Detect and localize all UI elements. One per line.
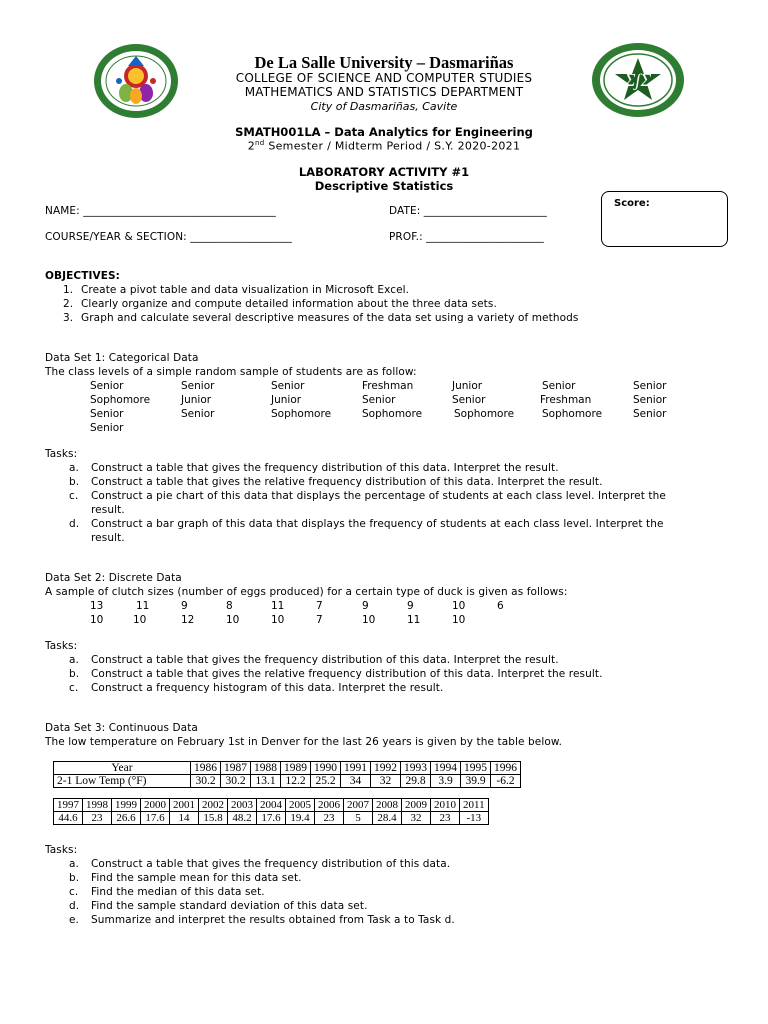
- objective-number: 1.: [63, 284, 74, 296]
- clutch-size-cell: 7: [316, 614, 323, 626]
- objective-item: [63, 312, 73, 324]
- clutch-size-cell: 11: [271, 600, 285, 612]
- task-text: Find the sample standard deviation of this data set.: [91, 900, 368, 912]
- table-cell: 17.6: [141, 812, 170, 825]
- table-cell: 5: [344, 812, 373, 825]
- clutch-size-cell: 11: [136, 600, 150, 612]
- temperature-table-1: [53, 761, 521, 788]
- table-cell: 19.4: [286, 812, 315, 825]
- table-cell: 14: [170, 812, 199, 825]
- term-number: 2: [247, 139, 256, 153]
- term-rest: Semester / Midterm Period / S.Y. 2020-2021: [264, 139, 521, 153]
- task-letter: c.: [69, 490, 79, 502]
- class-level-cell: Senior: [542, 380, 576, 392]
- clutch-size-cell: 10: [362, 614, 376, 626]
- clutch-size-cell: 9: [181, 600, 188, 612]
- table-cell: 2000: [141, 799, 170, 812]
- class-level-cell: Sophomore: [542, 408, 603, 420]
- task-letter: b.: [69, 872, 80, 884]
- table-cell: 39.9: [461, 775, 491, 788]
- task-text: Construct a table that gives the frequency distribution of this data. Interpret the result.: [91, 654, 559, 666]
- table-cell: 44.6: [54, 812, 83, 825]
- table-cell: 28.4: [373, 812, 402, 825]
- class-level-cell: Freshman: [540, 394, 592, 406]
- term-suffix: nd: [255, 139, 265, 147]
- clutch-size-cell: 11: [407, 614, 421, 626]
- table-cell: -6.2: [491, 775, 521, 788]
- task-letter: e.: [69, 914, 79, 926]
- class-level-cell: Senior: [452, 394, 486, 406]
- clutch-size-cell: 13: [90, 600, 104, 612]
- dataset2-tasks-heading: Tasks:: [45, 640, 78, 652]
- objective-text: Graph and calculate several descriptive measures of the data set using a variety of methods: [81, 312, 579, 324]
- table-cell: 3.9: [431, 775, 461, 788]
- table-cell: 1987: [221, 762, 251, 775]
- dataset3-intro: The low temperature on February 1st in Denver for the last 26 years is given by the table below.: [45, 736, 563, 748]
- class-level-cell: Senior: [633, 408, 667, 420]
- clutch-size-cell: 9: [362, 600, 369, 612]
- table-cell: 2011: [460, 799, 489, 812]
- task-letter: b.: [69, 476, 80, 488]
- table-cell: 1999: [112, 799, 141, 812]
- task-letter: c.: [69, 682, 79, 694]
- clutch-size-cell: 10: [90, 614, 104, 626]
- table-row: [54, 775, 521, 788]
- clutch-size-cell: 10: [133, 614, 147, 626]
- task-text-continued: result.: [91, 532, 125, 544]
- table-cell: 23: [83, 812, 112, 825]
- table-cell: 2-1 Low Temp (°F): [54, 775, 191, 788]
- task-text: Construct a bar graph of this data that displays the frequency of students at each class level. Interpret the: [91, 518, 664, 530]
- task-letter: d.: [69, 518, 80, 530]
- objective-text: Clearly organize and compute detailed information about the three data sets.: [81, 298, 497, 310]
- class-level-cell: Senior: [362, 394, 396, 406]
- course-title: SMATH001LA – Data Analytics for Engineering: [235, 125, 533, 139]
- table-cell: 1991: [341, 762, 371, 775]
- name-field[interactable]: NAME: ____________________________________: [45, 205, 276, 217]
- task-letter: a.: [69, 654, 79, 666]
- task-text: Construct a table that gives the relative frequency distribution of this data. Interpret the result.: [91, 476, 603, 488]
- objective-number: 3.: [63, 312, 74, 324]
- task-text: Summarize and interpret the results obtained from Task a to Task d.: [91, 914, 455, 926]
- class-level-cell: Junior: [271, 394, 302, 406]
- table-cell: 32: [371, 775, 401, 788]
- dataset3-heading: Data Set 3: Continuous Data: [45, 722, 198, 734]
- table-cell: 2004: [257, 799, 286, 812]
- table-cell: 1996: [491, 762, 521, 775]
- table-cell: 1988: [251, 762, 281, 775]
- table-cell: 15.8: [199, 812, 228, 825]
- task-letter: c.: [69, 886, 79, 898]
- task-letter: a.: [69, 462, 79, 474]
- class-level-cell: Senior: [633, 380, 667, 392]
- class-level-cell: Senior: [271, 380, 305, 392]
- clutch-size-cell: 10: [452, 600, 466, 612]
- table-cell: 29.8: [401, 775, 431, 788]
- clutch-size-cell: 7: [316, 600, 323, 612]
- clutch-size-cell: 9: [407, 600, 414, 612]
- dataset3-tasks-heading: Tasks:: [45, 844, 78, 856]
- class-level-cell: Sophomore: [362, 408, 423, 420]
- class-level-cell: Senior: [90, 422, 124, 434]
- class-level-cell: Junior: [181, 394, 212, 406]
- date-field[interactable]: DATE: _______________________: [389, 205, 547, 217]
- table-cell: 2008: [373, 799, 402, 812]
- table-cell: 25.2: [311, 775, 341, 788]
- objective-number: 2.: [63, 298, 74, 310]
- score-box[interactable]: [601, 191, 728, 247]
- table-cell: 1998: [83, 799, 112, 812]
- class-level-cell: Senior: [90, 380, 124, 392]
- task-text: Find the sample mean for this data set.: [91, 872, 302, 884]
- table-cell: 23: [431, 812, 460, 825]
- university-name: De La Salle University – Dasmariñas: [254, 53, 514, 72]
- dataset1-heading: Data Set 1: Categorical Data: [45, 352, 199, 364]
- task-letter: b.: [69, 668, 80, 680]
- table-row: [54, 812, 489, 825]
- table-cell: 30.2: [191, 775, 221, 788]
- table-cell: 17.6: [257, 812, 286, 825]
- course-section-field[interactable]: COURSE/YEAR & SECTION: ___________________: [45, 231, 292, 243]
- table-cell: 1989: [281, 762, 311, 775]
- clutch-size-cell: 12: [181, 614, 195, 626]
- table-cell: Year: [54, 762, 191, 775]
- class-level-cell: Senior: [181, 408, 215, 420]
- task-letter: a.: [69, 858, 79, 870]
- dataset2-heading: Data Set 2: Discrete Data: [45, 572, 182, 584]
- clutch-size-cell: 6: [497, 600, 504, 612]
- table-cell: 2003: [228, 799, 257, 812]
- term-line: [0, 139, 768, 153]
- table-cell: 13.1: [251, 775, 281, 788]
- class-level-cell: Senior: [181, 380, 215, 392]
- task-text: Construct a pie chart of this data that displays the percentage of students at each class level. Interpret the: [91, 490, 666, 502]
- table-cell: 34: [341, 775, 371, 788]
- class-level-cell: Sophomore: [454, 408, 515, 420]
- task-text: Construct a table that gives the relative frequency distribution of this data. Interpret the result.: [91, 668, 603, 680]
- task-letter: d.: [69, 900, 80, 912]
- task-text: Find the median of this data set.: [91, 886, 265, 898]
- table-row: [54, 762, 521, 775]
- table-cell: 2009: [402, 799, 431, 812]
- activity-number: LABORATORY ACTIVITY #1: [298, 165, 470, 179]
- score-label: Score:: [614, 198, 650, 209]
- task-text: Construct a table that gives the frequency distribution of this data. Interpret the result.: [91, 462, 559, 474]
- clutch-size-cell: 10: [226, 614, 240, 626]
- city-name: City of Dasmariñas, Cavite: [310, 100, 458, 113]
- objective-item: [63, 284, 73, 296]
- dataset1-grid: [0, 380, 768, 440]
- table-cell: 1986: [191, 762, 221, 775]
- table-cell: 2005: [286, 799, 315, 812]
- department-name: MATHEMATICS AND STATISTICS DEPARTMENT: [244, 85, 524, 99]
- dataset1-tasks-heading: Tasks:: [45, 448, 78, 460]
- table-cell: 2001: [170, 799, 199, 812]
- table-cell: 2010: [431, 799, 460, 812]
- task-text: Construct a frequency histogram of this data. Interpret the result.: [91, 682, 444, 694]
- task-text-continued: result.: [91, 504, 125, 516]
- table-cell: 1995: [461, 762, 491, 775]
- class-level-cell: Sophomore: [90, 394, 151, 406]
- table-cell: 2006: [315, 799, 344, 812]
- class-level-cell: Junior: [452, 380, 483, 392]
- table-cell: 32: [402, 812, 431, 825]
- table-cell: 1993: [401, 762, 431, 775]
- table-cell: 1990: [311, 762, 341, 775]
- temperature-table-2: [53, 798, 489, 825]
- table-cell: 1997: [54, 799, 83, 812]
- table-cell: 1994: [431, 762, 461, 775]
- class-level-cell: Senior: [90, 408, 124, 420]
- table-cell: 23: [315, 812, 344, 825]
- objectives-heading: OBJECTIVES:: [45, 270, 120, 282]
- table-cell: 26.6: [112, 812, 141, 825]
- task-text: Construct a table that gives the frequency distribution of this data.: [91, 858, 451, 870]
- svg-text:ΣʃΣ: ΣʃΣ: [624, 70, 652, 90]
- clutch-size-cell: 10: [452, 614, 466, 626]
- class-level-cell: Senior: [633, 394, 667, 406]
- table-cell: 48.2: [228, 812, 257, 825]
- table-cell: 2007: [344, 799, 373, 812]
- clutch-size-cell: 8: [226, 600, 233, 612]
- table-cell: -13: [460, 812, 489, 825]
- table-cell: 12.2: [281, 775, 311, 788]
- clutch-size-cell: 10: [271, 614, 285, 626]
- table-cell: 1992: [371, 762, 401, 775]
- dataset2-intro: A sample of clutch sizes (number of eggs produced) for a certain type of duck is given as follows:: [45, 586, 568, 598]
- college-name: COLLEGE OF SCIENCE AND COMPUTER STUDIES: [235, 71, 533, 85]
- dataset2-grid: [0, 600, 768, 630]
- activity-title: Descriptive Statistics: [314, 179, 454, 193]
- prof-field[interactable]: PROF.: ______________________: [389, 231, 544, 243]
- table-row: [54, 799, 489, 812]
- objective-item: [63, 298, 73, 310]
- class-level-cell: Freshman: [362, 380, 414, 392]
- table-cell: 2002: [199, 799, 228, 812]
- class-level-cell: Sophomore: [271, 408, 332, 420]
- dataset1-intro: The class levels of a simple random sample of students are as follow:: [45, 366, 417, 378]
- table-cell: 30.2: [221, 775, 251, 788]
- objective-text: Create a pivot table and data visualization in Microsoft Excel.: [81, 284, 410, 296]
